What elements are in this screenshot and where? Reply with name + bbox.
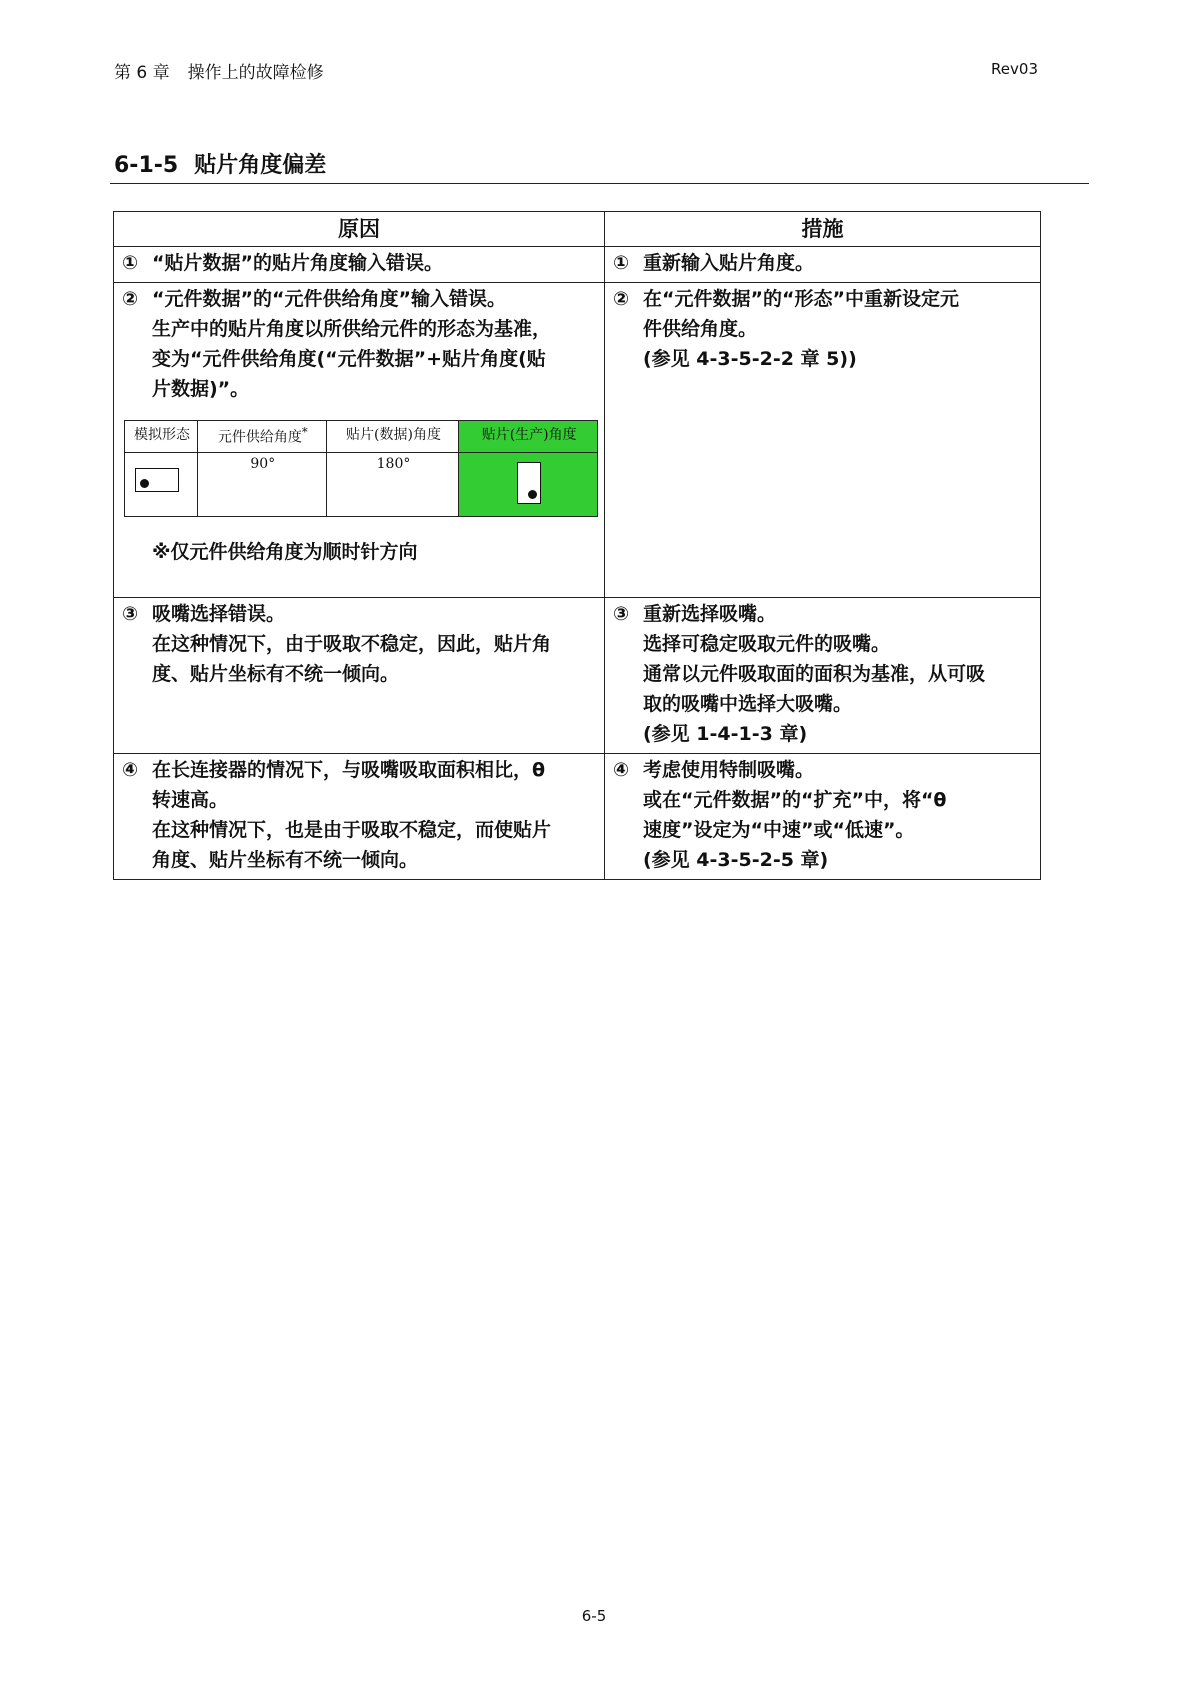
pin1-dot-icon xyxy=(528,490,537,499)
item-number: ④ xyxy=(613,759,630,781)
item-number: ① xyxy=(122,252,139,274)
cause-text: 在这种情况下，由于吸取不稳定，因此，贴片角 xyxy=(152,633,552,655)
action-text: 件供给角度。 xyxy=(643,318,758,340)
action-cell xyxy=(605,598,1041,754)
clockwise-note: ※仅元件供给角度为顺时针方向 xyxy=(152,541,418,563)
action-text: 速度”设定为“中速”或“低速”。 xyxy=(643,819,915,841)
cause-cell xyxy=(114,598,605,754)
action-text: 或在“元件数据”的“扩充”中，将“θ xyxy=(643,789,947,811)
item-number: ③ xyxy=(122,603,139,625)
action-column-header: 措施 xyxy=(605,212,1041,247)
action-cell xyxy=(605,754,1041,880)
section-title: 贴片角度偏差 xyxy=(194,153,327,178)
section-number: 6-1-5 xyxy=(114,153,179,178)
table-row xyxy=(114,247,1041,283)
table-row xyxy=(114,283,1041,598)
reference-text: (参见 1-4-1-3 章) xyxy=(643,723,808,745)
simulated-shape-cell xyxy=(125,453,198,517)
item-number: ② xyxy=(613,288,630,310)
action-text: 重新选择吸嘴。 xyxy=(643,603,777,625)
cause-action-table xyxy=(113,211,1041,880)
placement-data-angle-value: 180° xyxy=(326,453,459,517)
action-text: 取的吸嘴中选择大吸嘴。 xyxy=(643,693,853,715)
item-number: ① xyxy=(613,252,630,274)
chapter-number: 第 6 章 xyxy=(114,63,170,83)
example-data-row xyxy=(125,453,598,517)
table-row xyxy=(114,754,1041,880)
section-heading xyxy=(110,148,1089,184)
item-number: ② xyxy=(122,288,139,310)
table-header-row xyxy=(114,212,1041,247)
action-text: 在“元件数据”的“形态”中重新设定元 xyxy=(643,288,959,310)
cause-cell xyxy=(114,283,605,598)
cause-text: 片数据)”。 xyxy=(152,378,250,400)
reference-text: (参见 4-3-5-2-5 章) xyxy=(643,849,829,871)
page-number: 6-5 xyxy=(581,1607,607,1625)
component-horizontal-icon xyxy=(135,468,179,492)
cause-text: 在长连接器的情况下，与吸嘴吸取面积相比，θ xyxy=(152,759,546,781)
cause-column-header: 原因 xyxy=(114,212,605,247)
cause-text: 在这种情况下，也是由于吸取不稳定，而使贴片 xyxy=(152,819,552,841)
revision-label: Rev03 xyxy=(991,60,1038,78)
cause-text: 吸嘴选择错误。 xyxy=(152,603,286,625)
chapter-title: 操作上的故障检修 xyxy=(187,63,324,83)
action-text: 选择可稳定吸取元件的吸嘴。 xyxy=(643,633,891,655)
action-text: 重新输入贴片角度。 xyxy=(643,252,815,274)
example-header: 元件供给角度* xyxy=(197,421,326,453)
cause-text: 度、贴片坐标有不统一倾向。 xyxy=(152,663,400,685)
item-number: ④ xyxy=(122,759,139,781)
cause-cell xyxy=(114,754,605,880)
example-header-highlight: 贴片(生产)角度 xyxy=(459,421,598,453)
component-vertical-icon xyxy=(517,462,541,504)
page-header-chapter xyxy=(114,58,324,83)
cause-text: “贴片数据”的贴片角度输入错误。 xyxy=(152,252,443,274)
placement-production-cell xyxy=(459,453,598,517)
cause-text: “元件数据”的“元件供给角度”输入错误。 xyxy=(152,288,506,310)
action-cell xyxy=(605,247,1041,283)
item-number: ③ xyxy=(613,603,630,625)
example-header: 贴片(数据)角度 xyxy=(326,421,459,453)
action-text: 考虑使用特制吸嘴。 xyxy=(643,759,815,781)
asterisk-mark: * xyxy=(301,425,308,440)
cause-text: 变为“元件供给角度(“元件数据”+贴片角度(贴 xyxy=(152,348,546,370)
pin1-dot-icon xyxy=(140,479,149,488)
reference-text: (参见 4-3-5-2-2 章 5)) xyxy=(643,348,857,370)
example-header-row xyxy=(125,421,598,453)
cause-cell xyxy=(114,247,605,283)
example-header: 模拟形态 xyxy=(125,421,198,453)
action-text: 通常以元件吸取面的面积为基准，从可吸 xyxy=(643,663,986,685)
table-row xyxy=(114,598,1041,754)
angle-example-table xyxy=(124,420,598,517)
cause-text: 角度、贴片坐标有不统一倾向。 xyxy=(152,849,419,871)
action-cell xyxy=(605,283,1041,598)
supply-angle-value: 90° xyxy=(197,453,326,517)
cause-text: 转速高。 xyxy=(152,789,229,811)
cause-text: 生产中的贴片角度以所供给元件的形态为基准， xyxy=(152,318,552,340)
